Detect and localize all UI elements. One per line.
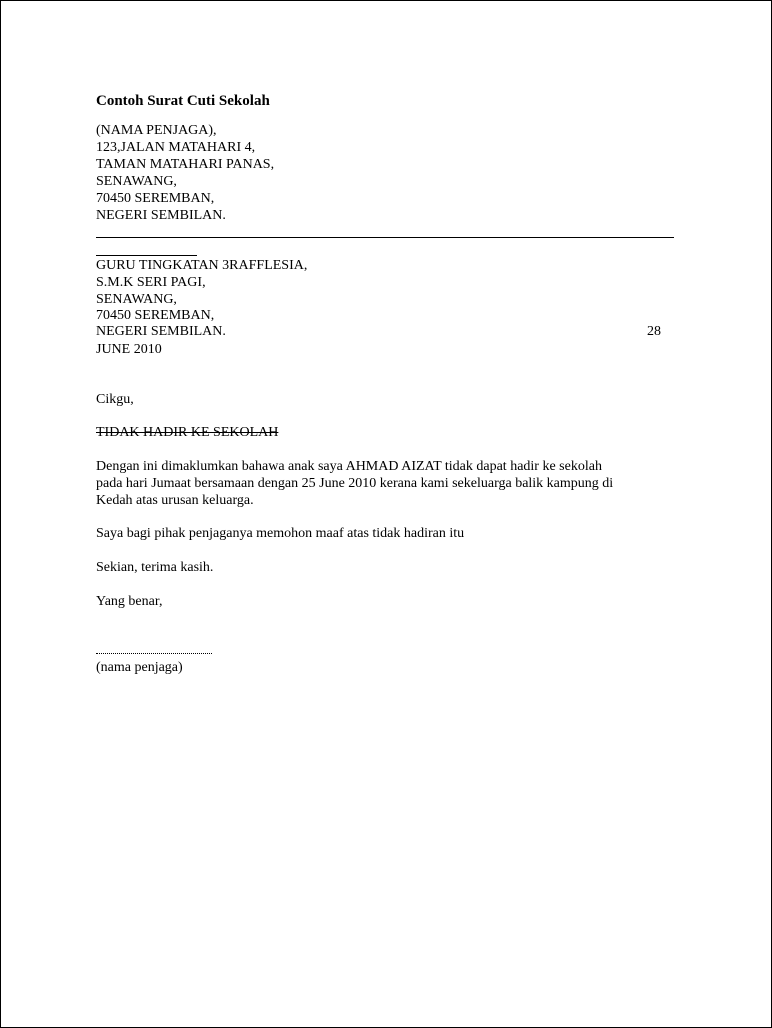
body-paragraph-3: Sekian, terima kasih. bbox=[96, 560, 214, 575]
recipient-line-2: S.M.K SERI PAGI, bbox=[96, 275, 206, 290]
body-paragraph-1-line-2: pada hari Jumaat bersamaan dengan 25 June 2010 kerana kami sekeluarga balik kampung di bbox=[96, 476, 614, 491]
date-day: 28 bbox=[647, 324, 661, 339]
body-paragraph-1-line-1: Dengan ini dimaklumkan bahawa anak saya AHMAD AIZAT tidak dapat hadir ke sekolah bbox=[96, 459, 602, 474]
short-separator-line bbox=[96, 255, 197, 256]
recipient-line-1: GURU TINGKATAN 3RAFFLESIA, bbox=[96, 258, 308, 273]
sender-line-3: TAMAN MATAHARI PANAS, bbox=[96, 157, 275, 172]
date-month-year: JUNE 2010 bbox=[96, 342, 162, 357]
salutation: Cikgu, bbox=[96, 392, 134, 407]
closing: Yang benar, bbox=[96, 594, 163, 609]
signature-name: (nama penjaga) bbox=[96, 660, 183, 675]
document-title: Contoh Surat Cuti Sekolah bbox=[96, 93, 270, 109]
sender-line-6: NEGERI SEMBILAN. bbox=[96, 208, 226, 223]
body-paragraph-2: Saya bagi pihak penjaganya memohon maaf atas tidak hadiran itu bbox=[96, 526, 465, 541]
separator-line bbox=[96, 237, 674, 238]
recipient-line-5: NEGERI SEMBILAN. bbox=[96, 324, 226, 339]
recipient-line-3: SENAWANG, bbox=[96, 292, 177, 307]
sender-line-1: (NAMA PENJAGA), bbox=[96, 123, 217, 138]
signature-dotted-line bbox=[96, 653, 212, 654]
recipient-line-4: 70450 SEREMBAN, bbox=[96, 308, 215, 323]
sender-line-2: 123,JALAN MATAHARI 4, bbox=[96, 140, 256, 155]
body-paragraph-1-line-3: Kedah atas urusan keluarga. bbox=[96, 493, 254, 508]
sender-line-4: SENAWANG, bbox=[96, 174, 177, 189]
subject-line: TIDAK HADIR KE SEKOLAH bbox=[96, 425, 279, 440]
sender-line-5: 70450 SEREMBAN, bbox=[96, 191, 215, 206]
